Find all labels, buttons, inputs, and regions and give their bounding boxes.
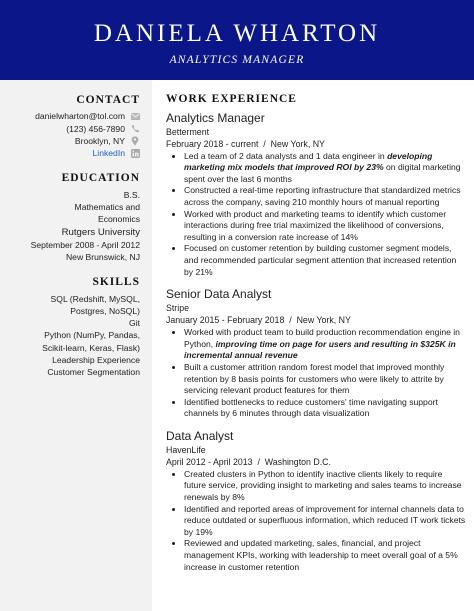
sidebar [0, 80, 152, 611]
skill-line: Postgres, NoSQL) [70, 305, 140, 316]
job-bullet: • Worked with product and marketing teams to identify which customer interactions during free trial maximized the likelihood of conversions, resulting in a conversion rate increase of 14% [184, 209, 466, 244]
field-line-2: Economics [97, 214, 140, 225]
contact-title: CONTACT [76, 94, 140, 106]
job-bullet: • Reviewed and updated marketing, sales, financial, and project management KPIs, working with leadership to meet overall goal of a 5% increase in customer retention [184, 538, 466, 573]
contact-section [0, 94, 140, 159]
phone-icon [130, 124, 140, 133]
job-entry [166, 287, 466, 420]
candidate-role: ANALYTICS MANAGER [169, 54, 305, 66]
phone-text: (123) 456-7890 [66, 123, 125, 134]
main-content [166, 94, 466, 582]
school-name: Rutgers University [61, 226, 140, 238]
skills-section [0, 276, 140, 378]
candidate-name: DANIELA WHARTON [93, 20, 381, 47]
linkedin-icon [130, 149, 140, 158]
education-title: EDUCATION [61, 172, 140, 185]
job-title: Data Analyst [166, 428, 234, 443]
work-experience-title: WORK EXPERIENCE [166, 93, 297, 105]
job-bullet: • Focused on customer retention by building customer segment models, and recommended particular segment attention that increased retention by 21% [184, 243, 466, 278]
skills-title: SKILLS [92, 276, 140, 289]
field-line-1: Mathematics and [74, 202, 140, 213]
job-bullet: • Created clusters in Python to identify inactive clients likely to require future service, providing insight to marketing and sales teams to increase renewals by 8% [184, 469, 466, 504]
job-bullet: • Built a customer attrition random forest model that improved monthly retention by 8 basis points for customers who were likely to attrite by servicing relevant product features for them [184, 362, 466, 397]
job-bullet: • Identified bottlenecks to reduce customers' time navigating support channels by 6 minutes through data visualization [184, 397, 466, 420]
location-text: Brooklyn, NY [74, 135, 125, 146]
skill-line: Python (NumPy, Pandas, [44, 330, 140, 341]
job-bullet: • Led a team of 2 data analysts and 1 data engineer in developing marketing mix models that improved ROI by 23% on digital marketing spent over the last 6 months [184, 151, 466, 186]
envelope-icon [130, 112, 140, 121]
skill-line: Git [129, 318, 140, 329]
job-bullet: • Constructed a real-time reporting infrastructure that standardized metrics across the company, saving 210 monthly hours of manual reporting [184, 185, 466, 208]
education-dates: September 2008 - April 2012 [30, 239, 140, 250]
degree-text: B.S. [123, 189, 140, 200]
education-section [0, 172, 140, 263]
job-location: Washington D.C. [264, 456, 331, 467]
linkedin-link[interactable]: LinkedIn [92, 148, 125, 159]
job-dates-location: January 2015 - February 2018 / New York, NY [166, 315, 351, 326]
job-dates: April 2012 - April 2013 [166, 456, 253, 467]
email-text: danielwharton@tol.com [35, 111, 125, 122]
skill-line: Customer Segmentation [47, 367, 140, 378]
skill-line: Leadership Experience [52, 355, 140, 366]
job-company: Betterment [166, 126, 210, 137]
job-title: Senior Data Analyst [166, 287, 272, 302]
job-location: New York, NY [270, 138, 325, 149]
job-company: Stripe [166, 303, 189, 314]
education-location: New Brunswick, NJ [65, 251, 140, 262]
job-entry [166, 429, 466, 573]
job-company: HavenLife [166, 444, 206, 455]
job-title: Analytics Manager [166, 110, 265, 125]
job-entry [166, 111, 466, 279]
job-bullet: • Worked with product team to build production recommendation engine in Python, improving time on page for users and resulting in $325K in incremental annual revenue [184, 327, 466, 362]
job-dates-location: April 2012 - April 2013 / Washington D.C. [166, 456, 331, 467]
job-bullet: • Identified and reported areas of improvement for internal channels data to reduce outdated or superfluous information, which reduced IT work tickets by 19% [184, 504, 466, 539]
job-dates: February 2018 - current [166, 138, 259, 149]
skill-line: Scikit-learn, Keras, Flask) [42, 342, 140, 353]
job-dates-location: February 2018 - current / New York, NY [166, 138, 325, 149]
job-dates: January 2015 - February 2018 [166, 315, 285, 326]
skill-line: SQL (Redshift, MySQL, [50, 293, 140, 304]
resume-header [0, 0, 474, 80]
job-location: New York, NY [296, 315, 351, 326]
map-pin-icon [130, 137, 140, 146]
